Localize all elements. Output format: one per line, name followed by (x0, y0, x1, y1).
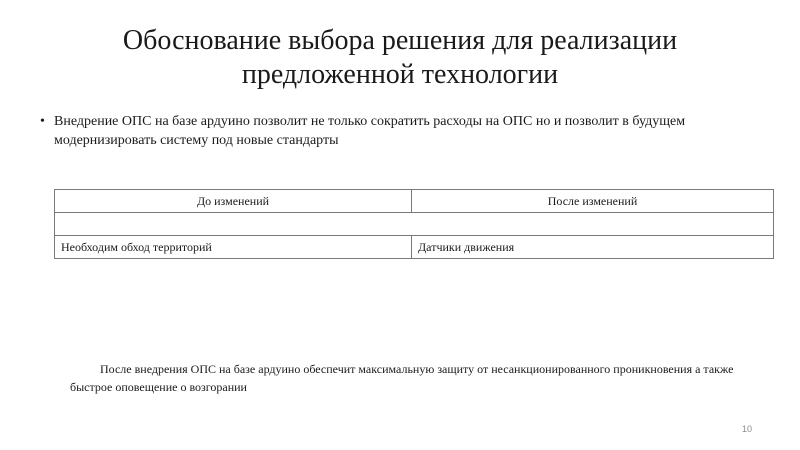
bullet-marker: • (40, 114, 45, 129)
table-header-row (55, 190, 774, 213)
bullet-list (40, 112, 760, 150)
table-row (55, 236, 774, 259)
bullet-text: Внедрение ОПС на базе ардуино позволит не только сократить расходы на ОПС но и позволит в будущем модернизировать систему под новые стандарты (54, 114, 686, 148)
slide-title (60, 24, 740, 92)
bullet-item (40, 112, 760, 150)
table-cell-empty (55, 213, 774, 236)
slide-title-line-1: Обоснование выбора решения для реализации (122, 25, 678, 56)
table-cell-before: Необходим обход территорий (55, 236, 412, 259)
header-after-changes: После изменений (412, 190, 774, 213)
table-row (55, 213, 774, 236)
slide-title-line-2: предложенной технологии (241, 59, 559, 90)
header-before-changes: До изменений (55, 190, 412, 213)
comparison-table (54, 189, 774, 259)
conclusion-text: После внедрения ОПС на базе ардуино обеспечит максимальную защиту от несанкционированного проникновения а также быстрое оповещение о возгорании (70, 362, 734, 394)
table-cell-after: Датчики движения (412, 236, 774, 259)
page-number: 10 (741, 424, 752, 434)
